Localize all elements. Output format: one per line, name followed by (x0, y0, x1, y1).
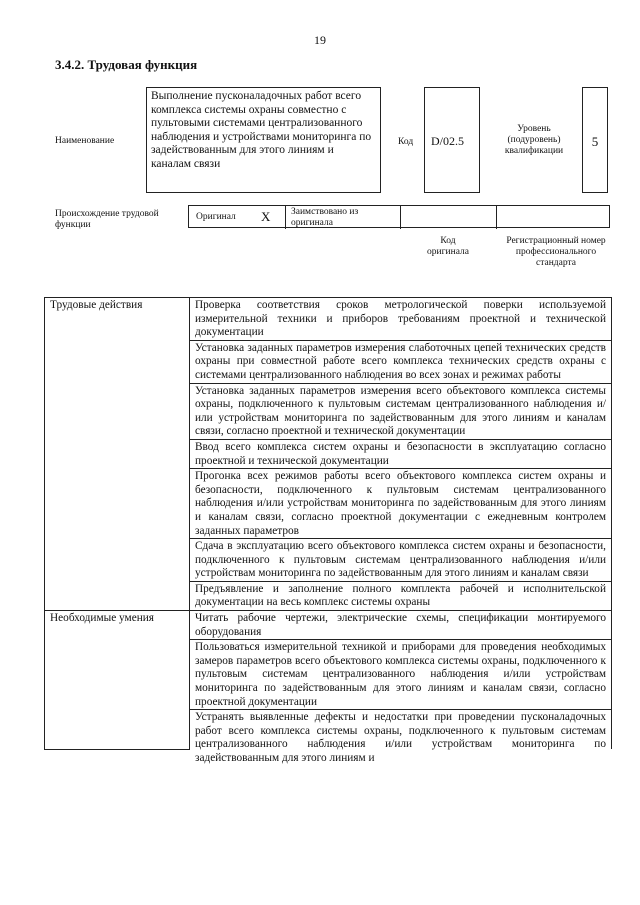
section-title (55, 57, 197, 73)
origin-label: Происхождение трудовой функции (55, 209, 159, 230)
level-label: Уровень (подуровень) квалификации (504, 124, 564, 156)
original-mark: X (261, 209, 271, 224)
section-number: 3.4.2. (55, 57, 85, 72)
kod-label: Код (398, 137, 414, 147)
origin-reg-cell (497, 206, 609, 229)
kod-value: D/02.5 (431, 134, 464, 148)
page-number: 19 (314, 33, 326, 47)
section-title-text: Трудовая функция (87, 57, 198, 72)
origin-row (188, 205, 610, 228)
table-cell-text: Устранять выявленные дефекты и недостатки при проведении пусконаладочных работ всего комплекса системы охраны, подключенного к пультовым системам централизованного наблюдения и/или устройствам мониторинга по задействованным для этого линиям и (195, 711, 606, 764)
origin-original-cell (189, 206, 286, 229)
table-cell: Предъявление и заполнение полного комплекта рабочей и исполнительской документации на весь комплекс системы охраны (190, 581, 612, 610)
function-table (44, 297, 612, 764)
group-title: Трудовые действия (45, 298, 190, 611)
borrowed-label: Заимствовано из оригинала (291, 207, 359, 228)
table-cell: Проверка соответствия сроков метрологической поверки используемой измерительной техники и приборов требованиям проектной и технической документации (190, 298, 612, 341)
naimenovanie-label: Наименование (55, 136, 115, 146)
origin-borrowed-cell (286, 206, 401, 229)
table-cell: Прогонка всех режимов работы всего объектового комплекса систем охраны и безопасности, подключенного к пультовым системам централизованного наблюдения и/или устройствам мониторинга по задействованным для этого линиям и каналам связи, согласно проектной документации с ежедневным контролем заданных параметров (190, 469, 612, 539)
table-cell (190, 710, 612, 764)
table-cell: Ввод всего комплекса систем охраны и безопасности в эксплуатацию согласно проектной и технической документации (190, 439, 612, 468)
level-box (582, 87, 608, 193)
table-cell: Сдача в эксплуатацию всего объектового комплекса систем охраны и безопасности, подключенного к пультовым системам централизованного наблюдения и/или устройствам мониторинга по задействованным для этого линиям и каналам связи (190, 539, 612, 582)
reg-number-label: Регистрационный номер профессионального стандарта (506, 236, 606, 268)
table-row (45, 611, 612, 640)
kod-originala-label: Код оригинала (427, 236, 469, 257)
table-cell: Установка заданных параметров измерения всего объектового комплекса системы охраны, подключенного к пультовым системам централизованного наблюдения и/или устройствам мониторинга по задействованным для этого линиям и каналам связи, согласно проектной и технической документации (190, 383, 612, 439)
kod-box (424, 87, 480, 193)
table-row (45, 298, 612, 341)
table-cell: Читать рабочие чертежи, электрические схемы, спецификации монтируемого оборудования (190, 611, 612, 640)
group-title: Необходимые умения (45, 611, 190, 750)
original-label: Оригинал (196, 212, 236, 222)
origin-kod-cell (401, 206, 497, 229)
function-name-box (146, 87, 381, 193)
table-cell: Пользоваться измерительной техникой и приборами для проведения необходимых замеров параметров всего объектового комплекса системы охраны, подключенного к пультовым системам централизованного наблюдения и/или устройствам мониторинга по задействованным для этого линиям и каналам связи, согласно проектной документации (190, 640, 612, 710)
function-name: Выполнение пусконаладочных работ всего комплекса системы охраны совместно с пультовыми системами централизованного наблюдения и устройствами мониторинга по задействованным для этого линиям и каналам связи (151, 90, 372, 170)
table-cell: Установка заданных параметров измерения слаботочных цепей технических средств охраны при совместной работе всего комплекса технических средств охраны с системами централизованного наблюдения во всех зонах и режимах работы (190, 340, 612, 383)
level-value: 5 (591, 134, 599, 149)
